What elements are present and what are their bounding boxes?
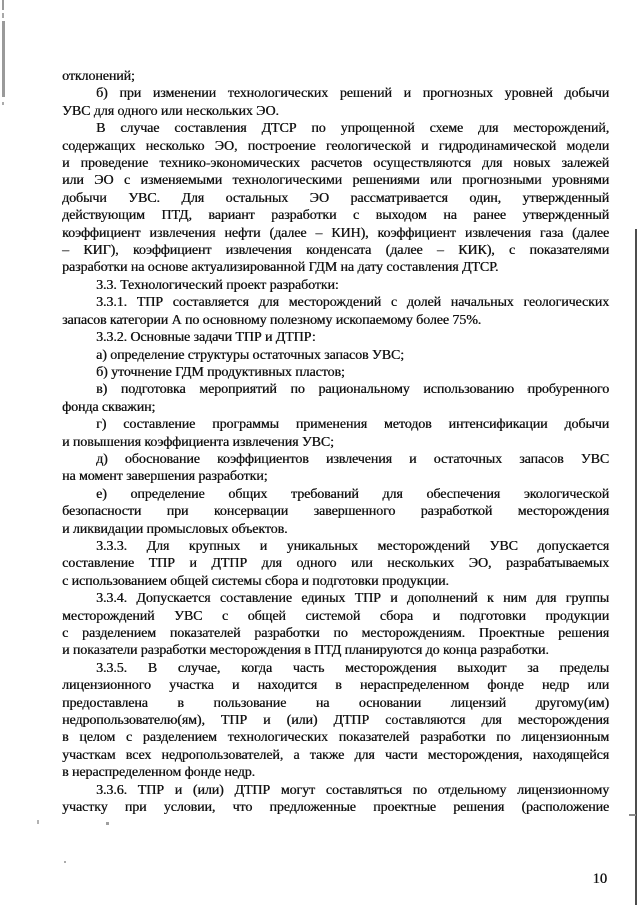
text-line: б) при изменении технологических решений и прогнозных уровней добычи [96,86,609,102]
text-line: добычи УВС. Для остальных ЭО рассматривается один, утвержденный [62,190,609,206]
text-line: 3.3.2. Основные задачи ТПР и ДТПР: [96,330,316,346]
text-line: участкам всех недропользователей, а также для части месторождения, находящейся [62,747,609,763]
text-line: фонда скважин; [62,399,156,415]
text-line: содержащих несколько ЭО, построение геологической и гидродинамической модели [62,138,609,154]
text-line: действующим ПТД, вариант разработки с выходом на ранее утвержденный [62,208,609,224]
text-line: месторождений УВС с общей системой сбора и подготовки продукции [62,608,609,624]
text-line: лицензионного участка и находится в нераспределенном фонде недр или [62,678,609,694]
scan-artifact-tick [629,814,636,816]
text-line: недропользователю(ям), ТПР и (или) ДТПР составляются для месторождения [62,713,609,729]
text-line: 3.3.1. ТПР составляется для месторождений с долей начальных геологических [96,295,609,311]
text-line: коэффициент извлечения нефти (далее – КИН), коэффициент извлечения газа (далее [62,225,609,241]
text-line: е) определение общих требований для обеспечения экологической [96,486,609,502]
scan-artifact-speck [64,861,66,863]
text-line: разработки на основе актуализированной ГДМ на дату составления ДТСР. [62,260,499,276]
page-number: 10 [592,871,607,887]
text-line: составление ТПР и ДТПР для одного или нескольких ЭО, разрабатываемых [62,556,609,572]
text-line: УВС для одного или нескольких ЭО. [62,103,279,119]
text-line: и проведение технико-экономических расчетов осуществляются для новых залежей [62,156,609,172]
text-line: участку при условии, что предложенные проектные решения (расположение [62,800,609,816]
text-line: и показатели разработки месторождения в ПТД планируются до конца разработки. [62,643,549,659]
text-line: предоставлена в пользование на основании лицензий другому(им) [62,695,609,711]
text-line: В случае составления ДТСР по упрощенной схеме для месторождений, [96,121,609,137]
text-line: в нераспределенном фонде недр. [62,765,255,781]
text-line: – КИГ), коэффициент извлечения конденсата (далее – КИК), с показателями [62,243,609,259]
text-block [62,68,609,816]
scan-artifact-left-line [2,0,4,10]
text-line: безопасности при консервации завершенного разработкой месторождения [62,504,609,520]
text-line: и повышения коэффициента извлечения УВС; [62,434,334,450]
scan-artifact-right-line [635,229,637,905]
scan-artifact-left-line [2,13,4,18]
text-line: в) подготовка мероприятий по рациональному использованию пробуренного [96,382,609,398]
scan-artifact-speck [2,102,4,105]
text-line: а) определение структуры остаточных запасов УВС; [96,347,404,363]
text-line: 3.3. Технологический проект разработки: [96,277,339,293]
text-line: 3.3.6. ТПР и (или) ДТПР могут составляться по отдельному лицензионному [96,782,609,798]
scan-artifact-left-line [2,21,5,97]
text-line: и ликвидации промысловых объектов. [62,521,288,537]
scan-artifact-speck [37,820,39,824]
text-line: с разделением показателей разработки по месторождениям. Проектные решения [62,626,609,641]
text-line: 3.3.5. В случае, когда часть месторождения выходит за пределы [96,660,609,676]
text-line: д) обоснование коэффициентов извлечения и остаточных запасов УВС [96,451,609,467]
text-line: отклонений; [62,69,135,84]
text-line: на момент завершения разработки; [62,469,268,485]
text-line: 3.3.4. Допускается составление единых ТПР и дополнений к ним для группы [96,591,609,607]
text-line: 3.3.3. Для крупных и уникальных месторождений УВС допускается [96,538,609,554]
text-line: в целом с разделением технологических показателей разработки по лицензионным [62,730,609,746]
text-line: с использованием общей системы сбора и подготовки продукции. [62,573,449,589]
text-line: запасов категории А по основному полезному ископаемому более 75%. [62,312,482,328]
text-line: или ЭО с изменяемыми технологическими решениями или прогнозными уровнями [62,173,609,189]
text-line: г) составление программы применения методов интенсификации добычи [96,417,609,433]
scan-artifact-speck [106,822,109,825]
text-line: б) уточнение ГДМ продуктивных пластов; [96,364,345,380]
